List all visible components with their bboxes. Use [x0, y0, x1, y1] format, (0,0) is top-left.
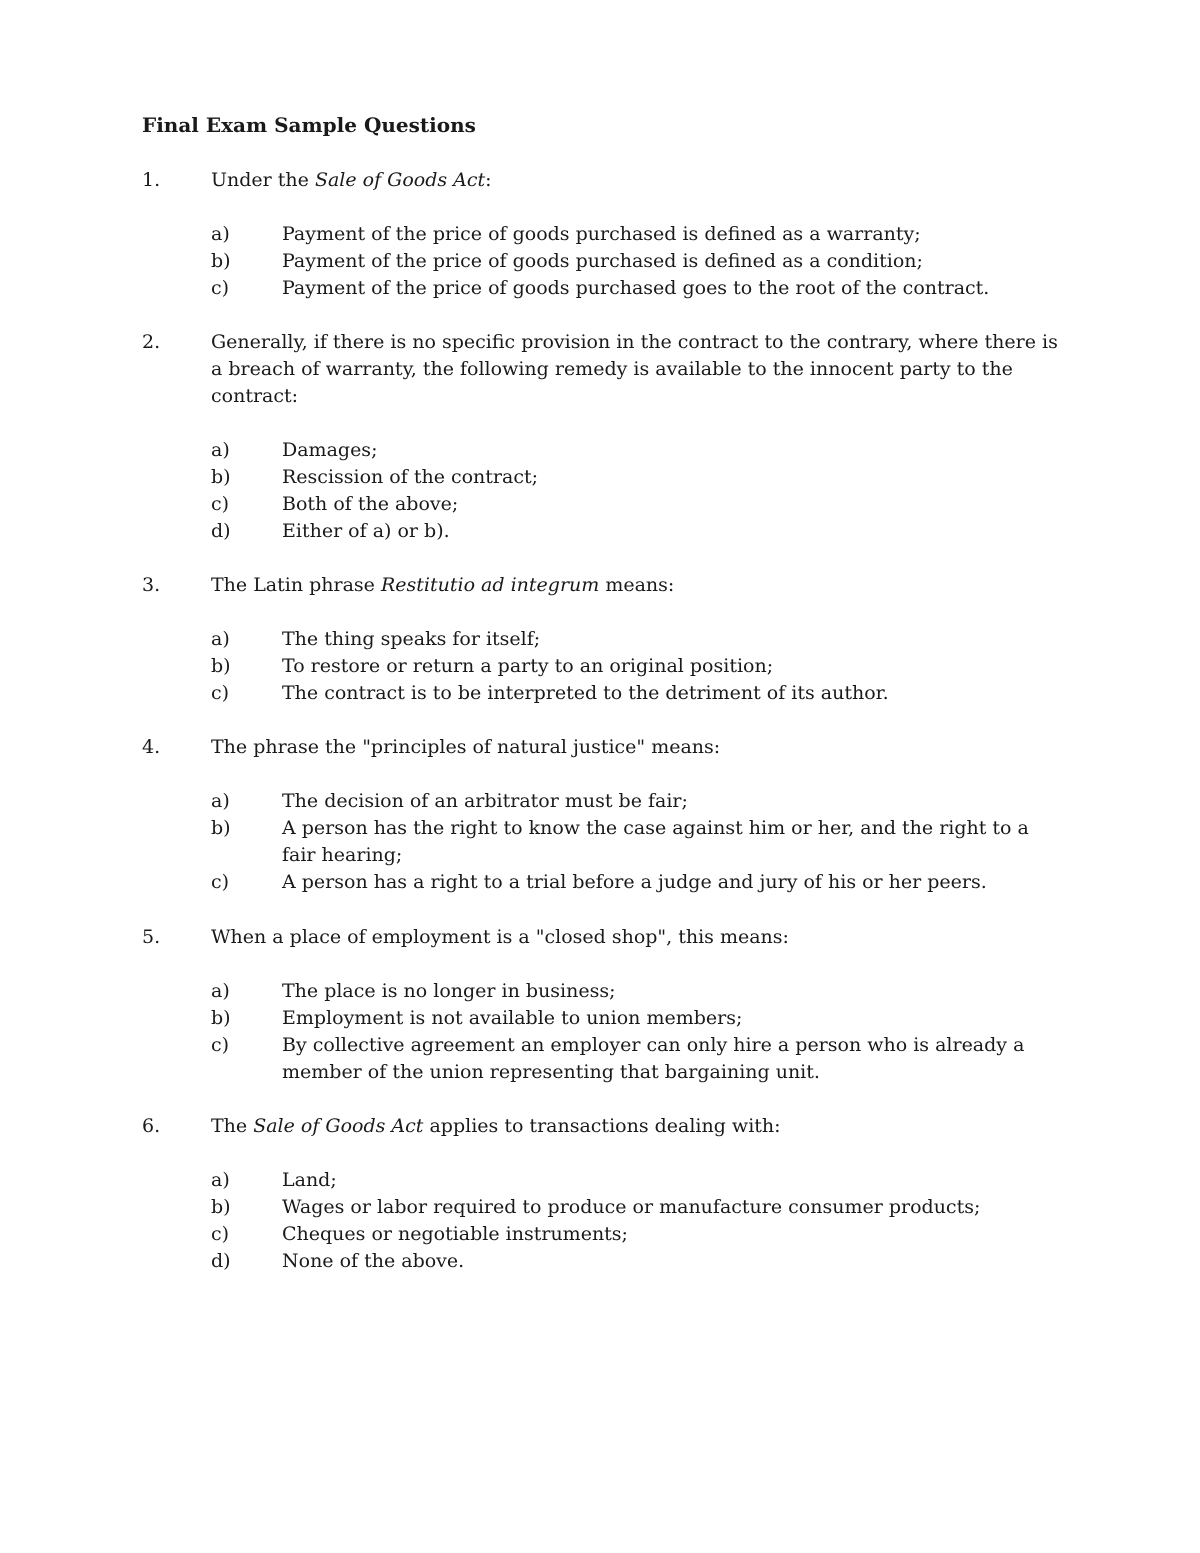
- option-text: Land;: [282, 1169, 337, 1191]
- question-text: [211, 572, 1062, 599]
- option-text: The contract is to be interpreted to the detriment of its author.: [282, 682, 889, 704]
- option-letter: b): [211, 250, 231, 272]
- question-5: [142, 924, 1062, 1086]
- option-item: [142, 1005, 1062, 1032]
- stem-italic-text: Sale of Goods Act: [314, 169, 486, 191]
- question-text: [211, 924, 1062, 951]
- stem-text: Under the: [211, 169, 315, 191]
- option-text: Rescission of the contract;: [282, 466, 539, 488]
- option-list: [142, 626, 1062, 707]
- option-text: To restore or return a party to an original position;: [282, 655, 774, 677]
- question-number: 1.: [142, 169, 161, 191]
- option-text: Both of the above;: [282, 493, 459, 515]
- stem-text: The phrase the "principles of natural justice" means:: [211, 736, 721, 758]
- stem-text-after: applies to transactions dealing with:: [423, 1115, 781, 1137]
- option-item: [142, 1248, 1062, 1275]
- option-item: [142, 680, 1062, 707]
- option-item: [142, 626, 1062, 653]
- option-item: [142, 1194, 1062, 1221]
- option-text: A person has the right to know the case against him or her, and the right to a fair hearing;: [282, 817, 1029, 866]
- option-text: Employment is not available to union members;: [282, 1007, 743, 1029]
- question-number: 5.: [142, 926, 161, 948]
- question-stem: [142, 1113, 1062, 1140]
- question-3: [142, 572, 1062, 707]
- question-text: [211, 1113, 1062, 1140]
- option-text: None of the above.: [282, 1250, 465, 1272]
- option-item: [142, 275, 1062, 302]
- stem-text: When a place of employment is a "closed shop", this means:: [211, 926, 789, 948]
- option-item: [142, 248, 1062, 275]
- option-item: [142, 869, 1062, 896]
- question-number: 6.: [142, 1115, 161, 1137]
- question-text: [211, 734, 1062, 761]
- option-list: [142, 978, 1062, 1086]
- option-item: [142, 653, 1062, 680]
- option-letter: c): [211, 1034, 230, 1056]
- option-letter: c): [211, 871, 230, 893]
- option-list: [142, 1167, 1062, 1275]
- option-text: Payment of the price of goods purchased is defined as a condition;: [282, 250, 923, 272]
- option-text: Wages or labor required to produce or manufacture consumer products;: [282, 1196, 981, 1218]
- question-stem: [142, 329, 1062, 410]
- option-letter: a): [211, 628, 230, 650]
- option-item: [142, 1167, 1062, 1194]
- question-stem: [142, 734, 1062, 761]
- page-title: Final Exam Sample Questions: [142, 113, 476, 137]
- option-letter: b): [211, 817, 231, 839]
- option-letter: d): [211, 520, 231, 542]
- option-text: Payment of the price of goods purchased goes to the root of the contract.: [282, 277, 990, 299]
- option-text: Cheques or negotiable instruments;: [282, 1223, 628, 1245]
- stem-text-after: means:: [599, 574, 675, 596]
- question-stem: [142, 167, 1062, 194]
- question-4: [142, 734, 1062, 896]
- option-item: [142, 1221, 1062, 1248]
- option-letter: c): [211, 277, 230, 299]
- option-list: [142, 788, 1062, 896]
- option-list: [142, 221, 1062, 302]
- question-text: [211, 167, 1062, 194]
- option-letter: b): [211, 1007, 231, 1029]
- question-2: [142, 329, 1062, 545]
- option-letter: c): [211, 682, 230, 704]
- question-number: 4.: [142, 736, 161, 758]
- option-item: [142, 978, 1062, 1005]
- option-text: The decision of an arbitrator must be fair;: [282, 790, 688, 812]
- option-text: Payment of the price of goods purchased is defined as a warranty;: [282, 223, 921, 245]
- option-text: The thing speaks for itself;: [282, 628, 541, 650]
- option-letter: d): [211, 1250, 231, 1272]
- option-text: The place is no longer in business;: [282, 980, 616, 1002]
- option-item: [142, 464, 1062, 491]
- option-item: [142, 788, 1062, 815]
- option-text: A person has a right to a trial before a judge and jury of his or her peers.: [282, 871, 987, 893]
- option-text: By collective agreement an employer can only hire a person who is already a member of the union representing that bargaining unit.: [282, 1034, 1025, 1083]
- option-item: [142, 491, 1062, 518]
- option-letter: c): [211, 1223, 230, 1245]
- question-text: [211, 329, 1062, 410]
- option-item: [142, 518, 1062, 545]
- question-number: 3.: [142, 574, 161, 596]
- stem-italic-text: Restitutio ad integrum: [380, 574, 600, 596]
- question-1: [142, 167, 1062, 302]
- option-letter: b): [211, 655, 231, 677]
- option-letter: b): [211, 466, 231, 488]
- option-text: Either of a) or b).: [282, 520, 450, 542]
- option-item: [142, 815, 1062, 869]
- option-item: [142, 437, 1062, 464]
- option-letter: a): [211, 1169, 230, 1191]
- question-stem: [142, 572, 1062, 599]
- option-text: Damages;: [282, 439, 378, 461]
- option-list: [142, 437, 1062, 545]
- option-letter: a): [211, 980, 230, 1002]
- question-6: [142, 1113, 1062, 1275]
- option-item: [142, 1032, 1062, 1086]
- stem-italic-text: Sale of Goods Act: [253, 1115, 424, 1137]
- stem-text: The: [211, 1115, 254, 1137]
- stem-text-after: :: [485, 169, 492, 191]
- question-stem: [142, 924, 1062, 951]
- option-letter: a): [211, 223, 230, 245]
- option-letter: a): [211, 790, 230, 812]
- stem-text: The Latin phrase: [211, 574, 381, 596]
- option-item: [142, 221, 1062, 248]
- option-letter: c): [211, 493, 230, 515]
- question-number: 2.: [142, 331, 161, 353]
- option-letter: b): [211, 1196, 231, 1218]
- stem-text: Generally, if there is no specific provision in the contract to the contrary, where there is a breach of warranty, the following remedy is available to the innocent party to the contract:: [211, 331, 1058, 407]
- option-letter: a): [211, 439, 230, 461]
